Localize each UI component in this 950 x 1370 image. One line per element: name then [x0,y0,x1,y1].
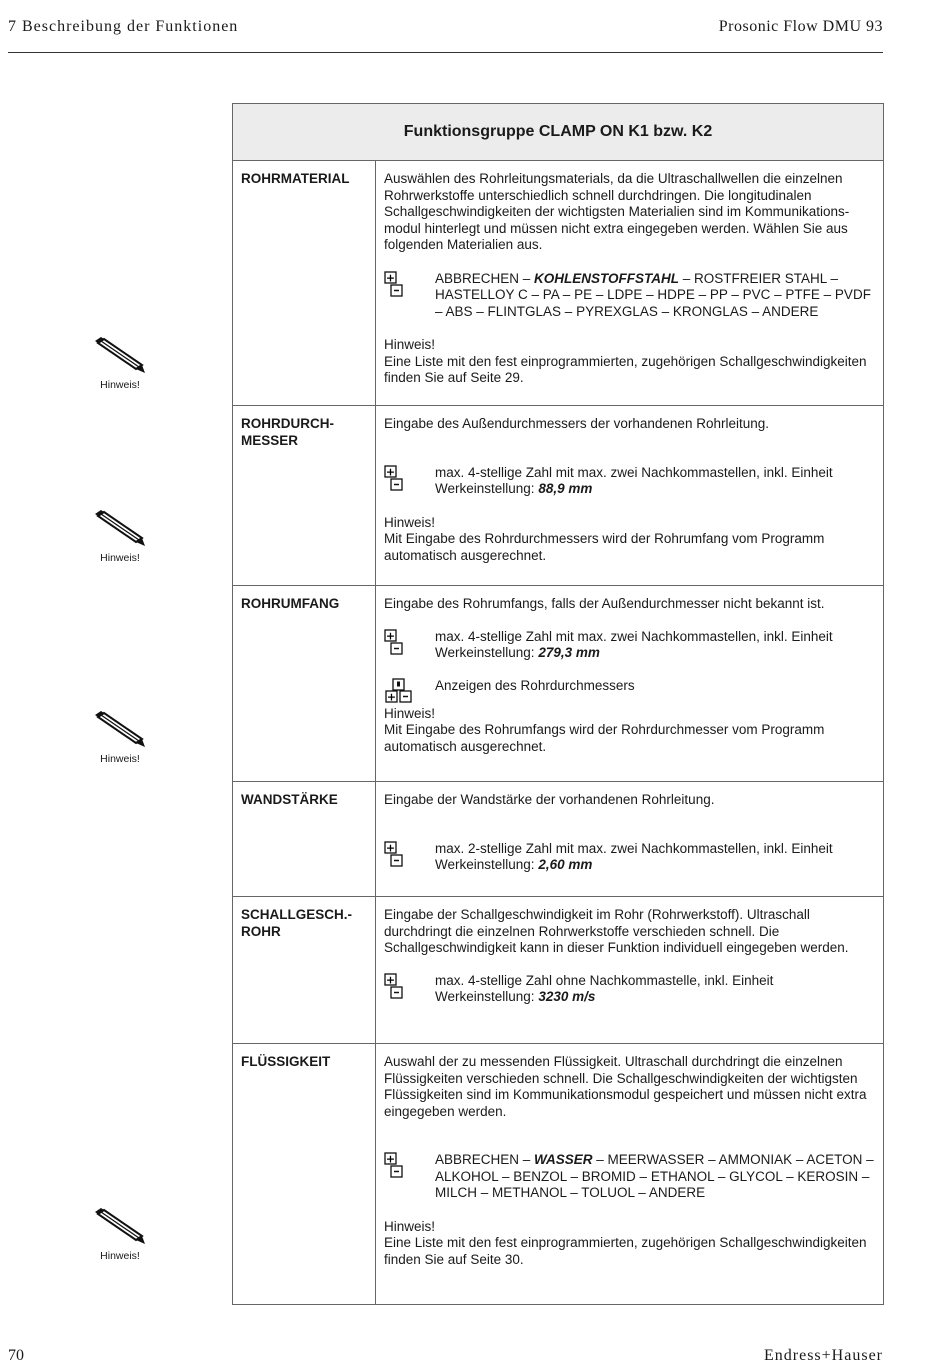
svg-text:+: + [385,465,396,478]
pencil-icon [92,337,148,377]
row-label: SCHALLGESCH.-ROHR [233,897,376,1043]
note-marker-rohrdurchmesser [88,510,152,564]
row-description: Auswahl der zu messenden Flüssigkeit. Ultraschall durchdringt die einzelnen Flüssigkeiten verschieden schnell. Die Schallgeschwindigkeiten der wichtigsten Flüssigkeiten sind im Kommunikationsmodul gespeichert und müssen nicht extra eingegeben werden. [384,1054,867,1119]
svg-text:+: + [385,629,396,642]
plus-minus-keys-icon [384,271,404,301]
note-text: Mit Eingabe des Rohrdurchmessers wird der Rohrumfang vom Programm automatisch ausgerechnet. [384,531,825,563]
note-text: Eine Liste mit den fest einprogrammierten, zugehörigen Schallgeschwindigkeiten finden Sie auf Seite 29. [384,353,867,385]
function-group-table [232,103,884,1305]
option-default: KOHLENSTOFFSTAHL [534,270,680,286]
option-values: – ROSTFREIER STAHL – HASTELLOY C – PA – PE – LDPE – HDPE – PP – PVC – PTFE – PVDF – ABS – FLINTGLAS – PYREXGLAS – KRONGLAS – ANDERE [435,270,871,319]
note-marker-rohrmaterial [88,337,152,391]
pencil-icon [92,1208,148,1248]
input-format: max. 2-stellige Zahl mit max. zwei Nachkommastellen, inkl. Einheit [435,840,833,856]
note-title: Hinweis! [384,337,436,352]
svg-text:+: + [385,841,396,854]
table-row-wandstaerke [233,782,883,897]
default-label: Werkeinstellung: [435,857,539,872]
plus-minus-keys-icon [384,973,404,1003]
row-label: FLÜSSIGKEIT [233,1044,376,1304]
option-cancel: ABBRECHEN – [435,1152,535,1167]
note-title: Hinweis! [384,1218,436,1234]
select-plus-minus-keys-icon [384,678,418,706]
svg-text:+: + [385,271,396,284]
table-row-rohrumfang [233,586,883,782]
option-list [384,1152,875,1202]
svg-text:+: + [385,973,396,986]
option-default: WASSER [534,1152,593,1167]
display-action [384,678,875,706]
default-value: 3230 m/s [538,989,596,1004]
note-title: Hinweis! [384,705,436,721]
chapter-title: 7 Beschreibung der Funktionen [8,18,239,35]
input-spec [384,629,875,662]
default-label: Werkeinstellung: [435,481,539,496]
plus-minus-keys-icon [384,841,404,871]
input-spec [384,841,875,874]
svg-text:+: + [385,1152,396,1166]
input-spec [384,465,875,498]
row-description: Eingabe der Schallgeschwindigkeit im Rohr (Rohrwerkstoff). Ultraschall durchdringt die einzelnen Rohrwerkstoffe verschieden schnell. Die Schallgeschwindigkeit kann in dieser Funktion individuell eingegeben werden. [384,907,849,955]
note-marker-rohrumfang [88,711,152,765]
table-row-fluessigkeit [233,1044,883,1304]
page-number: 70 [8,1347,24,1364]
brand-name: Endress+Hauser [764,1347,883,1364]
plus-minus-keys-icon [384,629,404,659]
plus-minus-keys-icon [384,1152,404,1182]
table-row-schallgeschwindigkeit [233,897,883,1044]
note-title: Hinweis! [384,514,436,530]
row-label: WANDSTÄRKE [233,782,376,896]
input-format: max. 4-stellige Zahl mit max. zwei Nachkommastellen, inkl. Einheit [435,464,833,480]
row-description: Eingabe des Außendurchmessers der vorhandenen Rohrleitung. [384,416,769,431]
product-name: Prosonic Flow DMU 93 [718,18,883,35]
pencil-icon [92,510,148,550]
note-caption: Hinweis! [100,552,140,564]
input-format: max. 4-stellige Zahl ohne Nachkommastelle, inkl. Einheit [435,972,774,988]
note-text: Eine Liste mit den fest einprogrammierten, zugehörigen Schallgeschwindigkeiten finden Sie auf Seite 30. [384,1235,867,1267]
input-spec [384,973,875,1006]
note-text: Mit Eingabe des Rohrumfangs wird der Rohrdurchmesser vom Programm automatisch ausgerechnet. [384,722,825,754]
row-description: Eingabe der Wandstärke der vorhandenen Rohrleitung. [384,792,715,807]
row-description: Eingabe des Rohrumfangs, falls der Außendurchmesser nicht bekannt ist. [384,596,825,611]
plus-minus-keys-icon [384,465,404,495]
row-label: ROHRMATERIAL [233,161,376,405]
default-label: Werkeinstellung: [435,645,539,660]
pencil-icon [92,711,148,751]
option-list [384,271,875,321]
table-title: Funktionsgruppe CLAMP ON K1 bzw. K2 [233,104,883,161]
default-value: 2,60 mm [538,857,593,872]
row-description: Auswählen des Rohrleitungsmaterials, da die Ultraschallwellen die einzelnen Rohrwerkstoffe unterschiedlich schnell durchdringen. Die longitudinalen Schallgeschwindigkeiten der wichtigsten Materialien sind im Kommunikations-modul hinterlegt und müssen nicht extra eingegeben werden. Wählen Sie aus folgenden Materialien aus. [384,171,850,252]
option-values: – MEERWASSER – AMMONIAK – ACETON – ALKOHOL – BENZOL – BROMID – ETHANOL – GLYCOL – KEROSIN – MILCH – METHANOL – TOLUOL – ANDERE [435,1152,874,1200]
note-caption: Hinweis! [100,379,140,391]
table-row-rohrmaterial [233,161,883,406]
note-caption: Hinweis! [100,1250,140,1262]
row-label: ROHRDURCH-MESSER [233,406,376,585]
note-marker-fluessigkeit [88,1208,152,1262]
default-label: Werkeinstellung: [435,989,539,1004]
header-rule [8,52,883,53]
input-format: max. 4-stellige Zahl mit max. zwei Nachkommastellen, inkl. Einheit [435,628,833,644]
note-caption: Hinweis! [100,753,140,765]
svg-text:+: + [386,690,397,703]
option-cancel: ABBRECHEN – [435,270,535,286]
display-action-text: Anzeigen des Rohrdurchmessers [435,677,635,693]
default-value: 88,9 mm [538,481,593,496]
row-label: ROHRUMFANG [233,586,376,781]
default-value: 279,3 mm [538,645,600,660]
table-row-rohrdurchmesser [233,406,883,586]
